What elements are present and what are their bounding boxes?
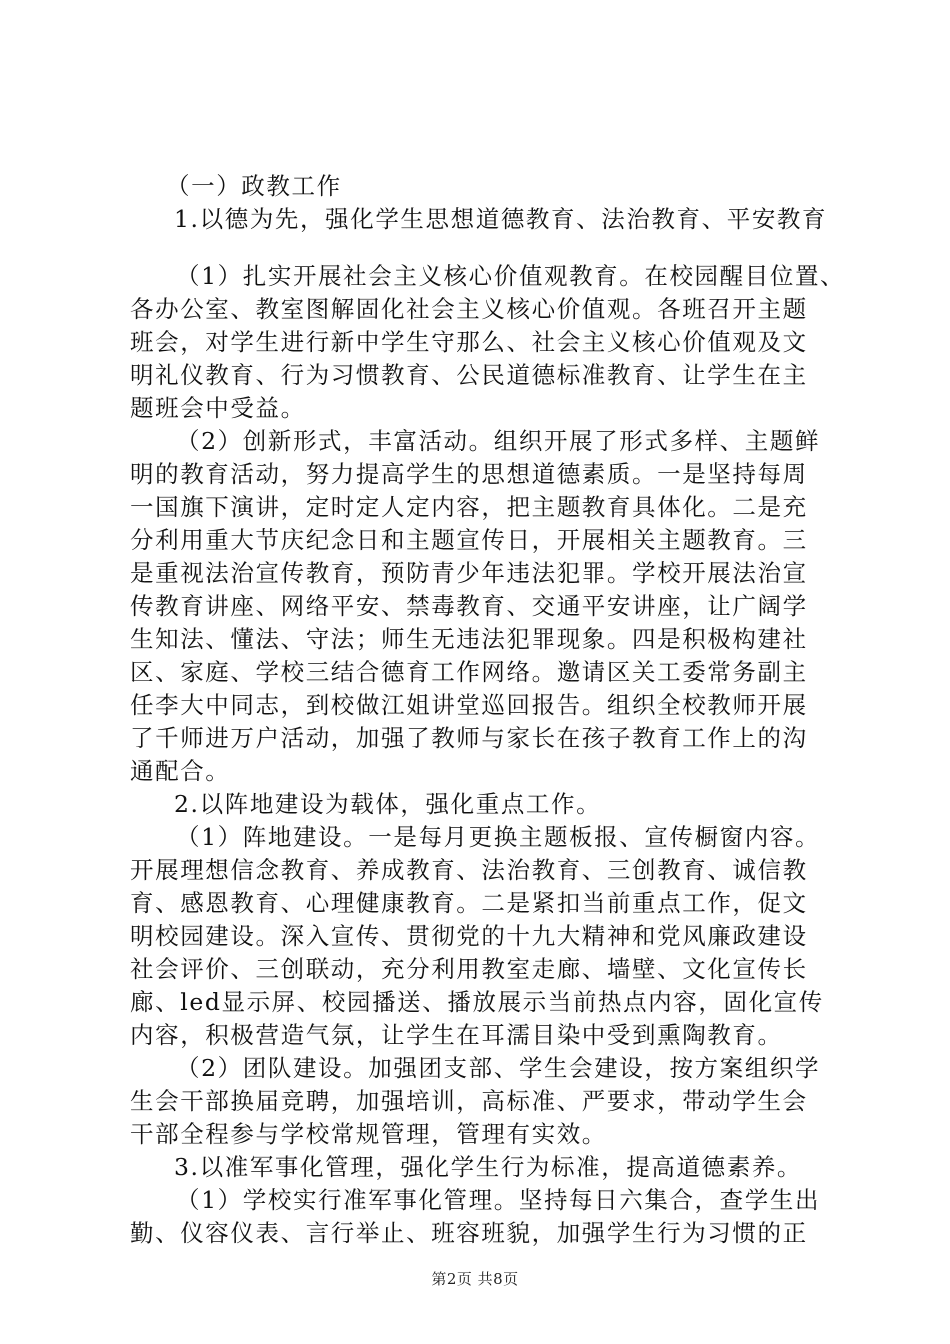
- text-line: 社会评价、三创联动，充分利用教室走廊、墙壁、文化宣传长: [130, 955, 808, 983]
- text-line: 廊、led显示屏、校园播送、播放展示当前热点内容，固化宣传: [130, 988, 824, 1016]
- text-line: 题班会中受益。: [130, 394, 306, 422]
- text-line: 明的教育活动，努力提高学生的思想道德素质。一是坚持每周: [130, 460, 808, 488]
- text-line: 是重视法治宣传教育，预防青少年违法犯罪。学校开展法治宣: [130, 559, 808, 587]
- text-line: 任李大中同志，到校做江姐讲堂巡回报告。组织全校教师开展: [130, 691, 808, 719]
- text-line: 2.以阵地建设为载体，强化重点工作。: [174, 790, 602, 818]
- text-line: （2）团队建设。加强团支部、学生会建设，按方案组织学: [176, 1054, 821, 1082]
- text-line: 传教育讲座、网络平安、禁毒教育、交通平安讲座，让广阔学: [130, 592, 808, 620]
- text-line: 1.以德为先，强化学生思想道德教育、法治教育、平安教育: [174, 205, 828, 233]
- text-line: 明校园建设。深入宣传、贯彻党的十九大精神和党风廉政建设: [130, 922, 808, 950]
- text-line: 区、家庭、学校三结合德育工作网络。邀请区关工委常务副主: [130, 658, 808, 686]
- text-line: 育、感恩教育、心理健康教育。二是紧扣当前重点工作，促文: [130, 889, 808, 917]
- text-line: （1）学校实行准军事化管理。坚持每日六集合，查学生出: [176, 1186, 821, 1214]
- text-line: （一）政教工作: [166, 172, 342, 200]
- text-line: （1）扎实开展社会主义核心价值观教育。在校园醒目位置、: [176, 262, 846, 290]
- text-line: 明礼仪教育、行为习惯教育、公民道德标准教育、让学生在主: [130, 361, 808, 389]
- text-line: 内容，积极营造气氛，让学生在耳濡目染中受到熏陶教育。: [130, 1021, 783, 1049]
- text-line: 班会，对学生进行新中学生守那么、社会主义核心价值观及文: [130, 328, 808, 356]
- text-line: （2）创新形式，丰富活动。组织开展了形式多样、主题鲜: [176, 427, 821, 455]
- text-line: 生会干部换届竞聘，加强培训，高标准、严要求，带动学生会: [130, 1087, 808, 1115]
- text-line: 了千师进万户活动，加强了教师与家长在孩子教育工作上的沟: [130, 724, 808, 752]
- text-line: 开展理想信念教育、养成教育、法治教育、三创教育、诚信教: [130, 856, 808, 884]
- text-line: 干部全程参与学校常规管理，管理有实效。: [130, 1120, 607, 1148]
- text-line: 一国旗下演讲，定时定人定内容，把主题教育具体化。二是充: [130, 493, 808, 521]
- text-line: 生知法、懂法、守法；师生无违法犯罪现象。四是积极构建社: [130, 625, 808, 653]
- page-footer: 第2页 共8页: [431, 1270, 519, 1288]
- text-line: 3.以准军事化管理，强化学生行为标准，提高道德素养。: [174, 1153, 803, 1181]
- text-line: 通配合。: [130, 757, 231, 785]
- text-line: （1）阵地建设。一是每月更换主题板报、宣传橱窗内容。: [176, 823, 821, 851]
- document-body: [130, 170, 846, 1250]
- text-line: 勤、仪容仪表、言行举止、班容班貌，加强学生行为习惯的正: [130, 1219, 808, 1247]
- text-line: 分利用重大节庆纪念日和主题宣传日，开展相关主题教育。三: [130, 526, 808, 554]
- text-line: 各办公室、教室图解固化社会主义核心价值观。各班召开主题: [130, 295, 808, 323]
- paragraph-gap: [130, 236, 832, 260]
